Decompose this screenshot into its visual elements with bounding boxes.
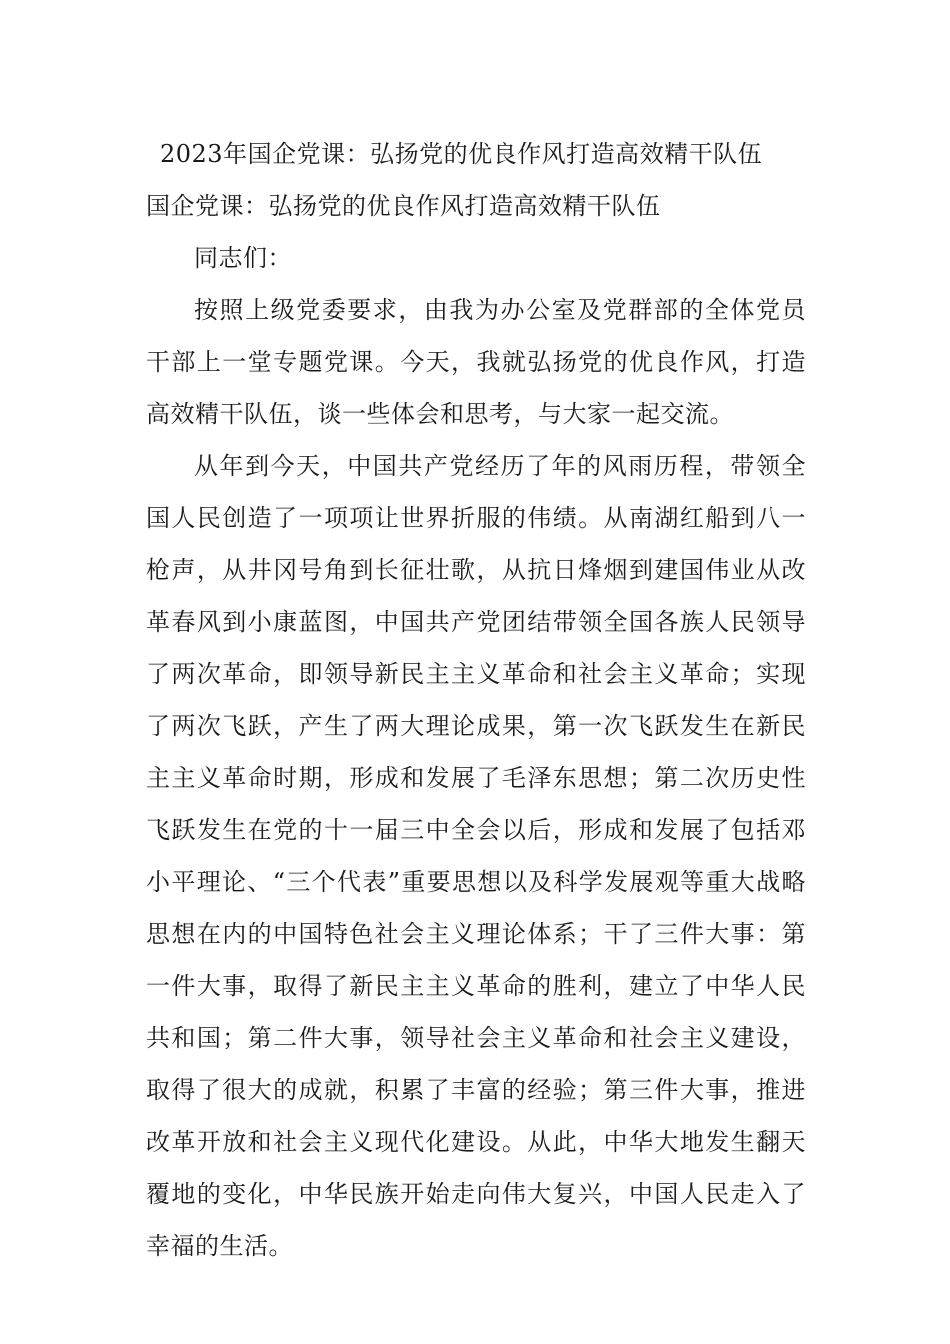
paragraph-2: 从年到今天，中国共产党经历了年的风雨历程，带领全国人民创造了一项项让世界折服的伟绩。从南湖红船到八一枪声，从井冈号角到长征壮歌，从抗日烽烟到建国伟业从改革春风到小康蓝图，中国共产党团结带领全国各族人民领导了两次革命，即领导新民主主义革命和社会主义革命；实现了两次飞跃，产生了两大理论成果，第一次飞跃发生在新民主主义革命时期，形成和发展了毛泽东思想；第二次历史性飞跃发生在党的十一届三中全会以后，形成和发展了包括邓小平理论、“三个代表”重要思想以及科学发展观等重大战略思想在内的中国特色社会主义理论体系；干了三件大事：第一件大事，取得了新民主主义革命的胜利，建立了中华人民共和国；第二件大事，领导社会主义革命和社会主义建设，取得了很大的成就，积累了丰富的经验；第三件大事，推进改革开放和社会主义现代化建设。从此，中华大地发生翻天覆地的变化，中华民族开始走向伟大复兴，中国人民走入了幸福的生活。: [146, 452, 806, 1260]
document-subtitle: 国企党课：弘扬党的优良作风打造高效精干队伍: [146, 192, 661, 220]
document-title: 2023年国企党课：弘扬党的优良作风打造高效精干队伍: [160, 140, 763, 168]
paragraph-1: 按照上级党委要求，由我为办公室及党群部的全体党员干部上一堂专题党课。今天，我就弘扬党的优良作风，打造高效精干队伍，谈一些体会和思考，与大家一起交流。: [146, 296, 806, 428]
salutation: 同志们：: [194, 244, 292, 272]
document-body: [146, 128, 806, 1272]
